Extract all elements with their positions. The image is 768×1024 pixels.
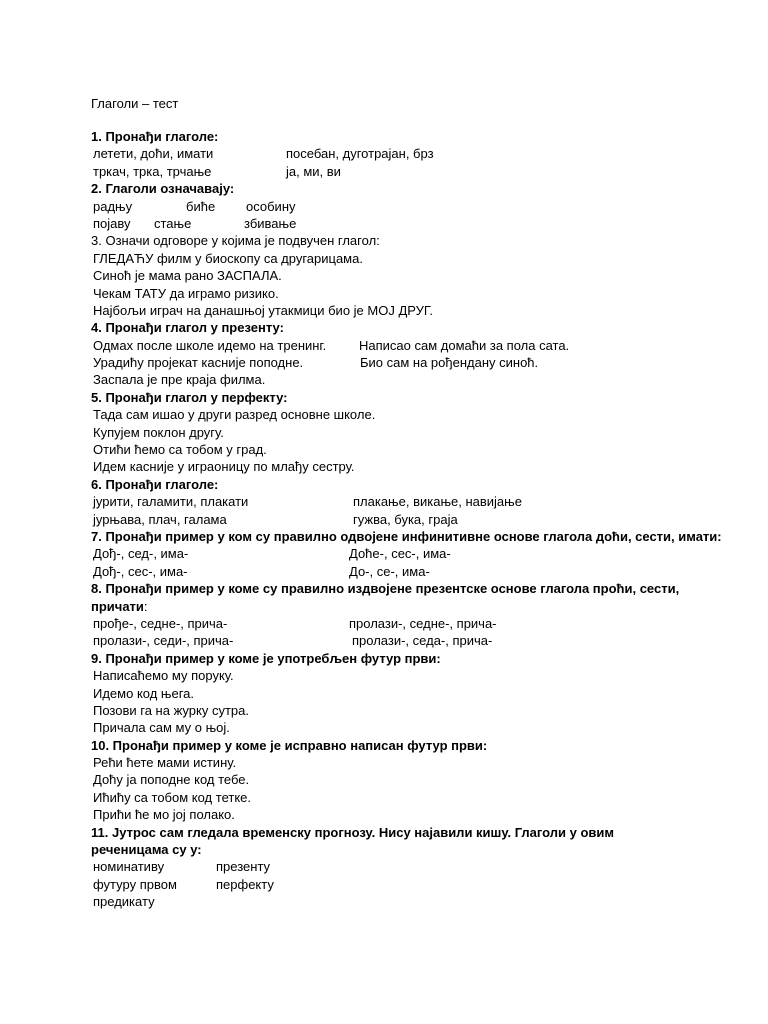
document-title: Глаголи – тест — [91, 96, 179, 111]
question-4-item — [91, 371, 691, 388]
question-2-row-1 — [91, 198, 691, 215]
answer-option[interactable]: перфекту — [216, 876, 274, 892]
answer-option[interactable]: Дођ-, сес-, има- — [93, 563, 188, 579]
question-3-item — [91, 250, 691, 267]
question-3-item — [91, 267, 691, 284]
answer-option[interactable]: Ићићу са тобом код тетке. — [93, 789, 251, 805]
question-10-item — [91, 806, 691, 823]
question-5-item — [91, 441, 691, 458]
answer-option[interactable]: јурњава, плач, галама — [93, 511, 227, 527]
question-5-item — [91, 458, 691, 475]
answer-option[interactable]: плакање, викање, навијање — [353, 494, 522, 510]
question-8-heading — [91, 580, 686, 615]
answer-option[interactable]: Доћу ја поподне код тебе. — [93, 772, 250, 788]
question-3-item — [91, 302, 691, 319]
answer-option[interactable]: пролази-, седа-, прича- — [352, 633, 493, 649]
question-6-row-1 — [91, 493, 691, 510]
question-6-heading: 6. Пронађи глаголе: — [91, 476, 219, 492]
answer-option[interactable]: Чекам ТАТУ да играмо ризико. — [93, 285, 279, 301]
answer-option[interactable]: Позови га на журку сутра. — [93, 702, 249, 718]
question-3-item — [91, 285, 691, 302]
question-11-item — [91, 893, 691, 910]
answer-option[interactable]: Био сам на рођендану синоћ. — [360, 355, 539, 371]
question-9-item — [91, 667, 691, 684]
answer-option[interactable]: Заспала је пре краја филма. — [93, 372, 266, 388]
question-5-item — [91, 424, 691, 441]
answer-option[interactable]: гужва, бука, граја — [353, 511, 458, 527]
question-8-text: 8. Пронађи пример у коме су правилно издвојене презентске основе глагола проћи, сести, причати — [91, 581, 680, 614]
answer-option[interactable]: Написао сам домаћи за пола сата. — [359, 337, 570, 353]
question-4-row-2 — [91, 354, 691, 371]
question-10-heading: 10. Пронађи пример у коме је исправно написан футур први: — [91, 737, 488, 753]
question-1-heading: 1. Пронађи глаголе: — [91, 129, 219, 144]
question-10-item — [91, 789, 691, 806]
question-9-heading: 9. Пронађи пример у коме је употребљен футур први: — [91, 650, 441, 666]
answer-option[interactable]: Купујем поклон другу. — [93, 424, 224, 440]
answer-option[interactable]: Синоћ је мама рано ЗАСПАЛА. — [93, 268, 282, 284]
question-8-colon: : — [143, 598, 148, 614]
answer-option[interactable]: Прићи ће мо јој полако. — [93, 807, 235, 823]
answer-option[interactable]: Доће-, сес-, има- — [349, 546, 451, 562]
answer-option[interactable]: презенту — [216, 859, 271, 875]
answer-option[interactable]: Идем касније у играоницу по млађу сестру. — [93, 459, 355, 475]
answer-option[interactable]: посебан, дуготрајан, брз — [286, 146, 434, 162]
question-11-row-2 — [91, 876, 691, 893]
answer-option[interactable]: предикату — [93, 894, 155, 910]
question-5-heading: 5. Пронађи глагол у перфекту: — [91, 389, 288, 405]
answer-option[interactable]: биће — [186, 198, 216, 214]
question-8-row-2 — [91, 632, 691, 649]
answer-option[interactable]: јурити, галамити, плакати — [93, 494, 249, 510]
question-8-row-1 — [91, 615, 691, 632]
answer-option[interactable]: радњу — [93, 198, 133, 214]
answer-option[interactable]: ја, ми, ви — [286, 163, 341, 179]
question-1-row-1 — [91, 145, 691, 162]
answer-option[interactable]: футуру првом — [93, 876, 177, 892]
question-6-row-2 — [91, 511, 691, 528]
answer-option[interactable]: Одмах после школе идемо на тренинг. — [93, 337, 327, 353]
answer-option[interactable]: прође-, седне-, прича- — [93, 615, 228, 631]
question-10-item — [91, 754, 691, 771]
answer-option[interactable]: појаву — [93, 215, 131, 231]
answer-option[interactable]: Рећи ћете мами истину. — [93, 755, 237, 771]
question-10-item — [91, 771, 691, 788]
answer-option[interactable]: Урадићу пројекат касније поподне. — [93, 355, 304, 371]
answer-option[interactable]: ГЛЕДАЋУ филм у биоскопу са другарицама. — [93, 250, 363, 266]
question-11-heading: 11. Јутрос сам гледала временску прогнозу. Нису најавили кишу. Глаголи у овим реченицама су у: — [91, 824, 615, 858]
answer-option[interactable]: збивање — [244, 215, 297, 231]
answer-option[interactable]: Тада сам ишао у други разред основне школе. — [93, 407, 376, 423]
answer-option[interactable]: стање — [154, 215, 192, 231]
question-9-item — [91, 685, 691, 702]
answer-option[interactable]: Написаћемо му поруку. — [93, 668, 234, 684]
question-11-row-1 — [91, 858, 691, 875]
answer-option[interactable]: летети, доћи, имати — [93, 146, 214, 162]
question-2-heading: 2. Глаголи означавају: — [91, 181, 235, 197]
question-9-item — [91, 702, 691, 719]
answer-option[interactable]: номинативу — [93, 859, 165, 875]
question-1-row-2 — [91, 163, 691, 180]
question-4-row-1 — [91, 337, 691, 354]
question-7-row-2 — [91, 563, 691, 580]
question-2-row-2 — [91, 215, 691, 232]
question-7-heading: 7. Пронађи пример у ком су правилно одвојене инфинитивне основе глагола доћи, сести, имати: — [91, 528, 722, 544]
question-4-heading: 4. Пронађи глагол у презенту: — [91, 320, 284, 336]
answer-option[interactable]: пролази-, седи-, прича- — [93, 633, 234, 649]
question-3-heading: 3. Означи одговоре у којима је подвучен глагол: — [91, 233, 380, 249]
answer-option[interactable]: Дођ-, сед-, има- — [93, 546, 189, 562]
test-content — [91, 128, 722, 911]
answer-option[interactable]: особину — [246, 198, 296, 214]
question-7-row-1 — [91, 545, 691, 562]
question-5-item — [91, 406, 691, 423]
answer-option[interactable]: Причала сам му о њој. — [93, 720, 230, 736]
answer-option[interactable]: Отићи ћемо са тобом у град. — [93, 442, 267, 458]
answer-option[interactable]: тркач, трка, трчање — [93, 163, 212, 179]
answer-option[interactable]: Идемо код њега. — [93, 685, 195, 701]
question-9-item — [91, 719, 691, 736]
answer-option[interactable]: Најбољи играч на данашњој утакмици био је МОЈ ДРУГ. — [93, 302, 433, 318]
answer-option[interactable]: пролази-, седне-, прича- — [349, 615, 497, 631]
answer-option[interactable]: До-, се-, има- — [349, 563, 430, 579]
